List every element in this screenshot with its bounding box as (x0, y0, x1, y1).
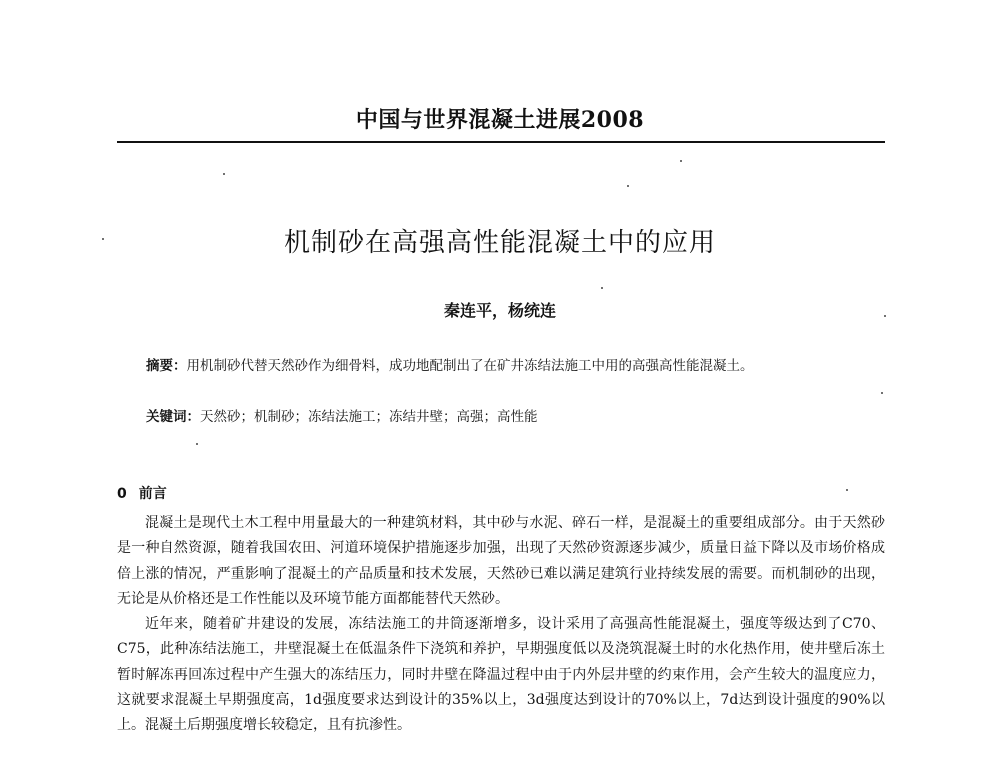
scan-speck (102, 238, 104, 240)
body-text (117, 511, 885, 739)
scan-speck (627, 185, 629, 187)
scan-speck (680, 160, 682, 162)
scan-speck (884, 315, 886, 317)
header-rule (117, 141, 885, 143)
abstract-label: 摘要： (146, 358, 187, 374)
journal-title: 中国与世界混凝土进展2008 (355, 107, 645, 133)
scan-speck (196, 443, 198, 445)
scan-speck (601, 287, 603, 289)
abstract (146, 354, 866, 378)
keywords-text: 天然砂；机制砂；冻结法施工；冻结井壁；高强；高性能 (200, 409, 538, 425)
paragraph: 混凝土是现代土木工程中用量最大的一种建筑材料，其中砂与水泥、碎石一样，是混凝土的重要组成部分。由于天然砂是一种自然资源，随着我国农田、河道环境保护措施逐步加强，出现了天然砂资源逐步减少，质量日益下降以及市场价格成倍上涨的情况，严重影响了混凝土的产品质量和技术发展，天然砂已难以满足建筑行业持续发展的需要。而机制砂的出现，无论是从价格还是工作性能以及环境节能方面都能替代天然砂。 (117, 515, 885, 607)
section-heading (117, 483, 167, 503)
section-number: 0 (117, 486, 127, 502)
article-title: 机制砂在高强高性能混凝土中的应用 (283, 228, 716, 258)
scan-speck (846, 489, 848, 491)
author-list: 秦连平，杨统连 (443, 301, 556, 320)
keywords-label: 关键词： (146, 409, 200, 425)
scan-speck (223, 173, 225, 175)
scan-speck (881, 392, 883, 394)
abstract-text: 用机制砂代替天然砂作为细骨料，成功地配制出了在矿井冻结法施工中用的高强高性能混凝土。 (186, 358, 754, 374)
keywords (146, 405, 866, 429)
section-title: 前言 (138, 486, 167, 502)
paragraph: 近年来，随着矿井建设的发展，冻结法施工的井筒逐渐增多，设计采用了高强高性能混凝土，强度等级达到了C70、C75，此种冻结法施工，井壁混凝土在低温条件下浇筑和养护，早期强度低以及浇筑混凝土时的水化热作用，使井壁后冻土暂时解冻再回冻过程中产生强大的冻结压力，同时井壁在降温过程中由于内外层井壁的约束作用，会产生较大的温度应力，这就要求混凝土早期强度高，1d强度要求达到设计的35%以上，3d强度达到设计的70%以上，7d达到设计强度的90%以上。混凝土后期强度增长较稳定，且有抗渗性。 (117, 616, 885, 734)
